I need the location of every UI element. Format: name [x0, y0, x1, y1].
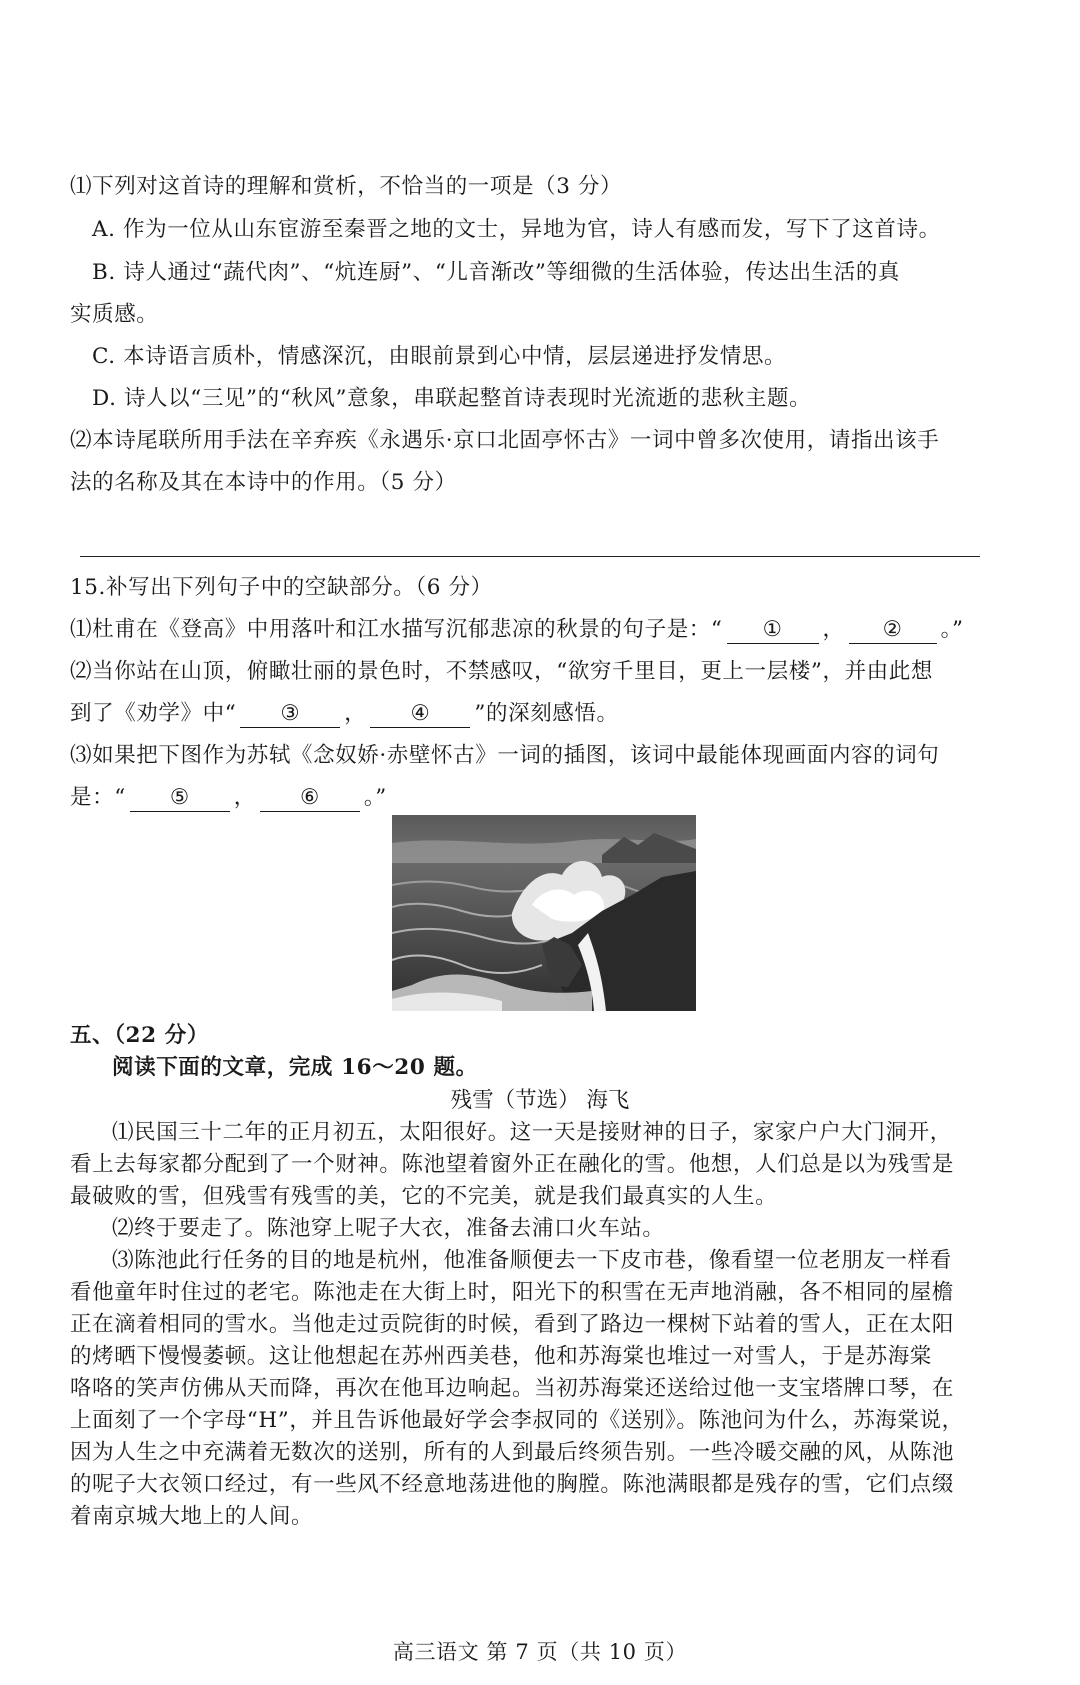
section-5-instruction: 阅读下面的文章，完成 16～20 题。 — [112, 1055, 478, 1080]
q15-item2-line2 — [70, 699, 619, 729]
article-paragraph-line: 看上去每家都分配到了一个财神。陈池望着窗外正在融化的雪。他想，人们总是以为残雪是 — [70, 1152, 955, 1177]
section-divider — [80, 556, 980, 557]
q15-item3-start: 是：“ — [70, 785, 126, 810]
article-paragraph-line: ⑶陈池此行任务的目的地是杭州，他准备顺便去一下皮市巷，像看望一位老朋友一样看 — [112, 1248, 952, 1273]
q15-item3-line1: ⑶如果把下图作为苏轼《念奴娇·赤壁怀古》一词的插图，该词中最能体现画面内容的词句 — [70, 743, 940, 768]
q15-item2-end: ”的深刻感悟。 — [474, 701, 619, 726]
q14-sub1-prompt: ⑴下列对这首诗的理解和赏析，不恰当的一项是（3 分） — [70, 174, 623, 199]
article-paragraph-line: 最破败的雪，但残雪有残雪的美，它的不完美，就是我们最真实的人生。 — [70, 1184, 778, 1209]
q15-item1-sep: ， — [822, 617, 845, 642]
q14-option-b-line1: B. 诗人通过“蔬代肉”、“炕连厨”、“儿音渐改”等细微的生活体验，传达出生活的真 — [92, 260, 901, 285]
article-paragraph-line: 看他童年时住过的老宅。陈池走在大街上时，阳光下的积雪在无声地消融，各不相同的屋檐 — [70, 1280, 955, 1305]
q14-option-b-line2: 实质感。 — [70, 302, 159, 327]
q14-sub2-prompt-line2: 法的名称及其在本诗中的作用。（5 分） — [70, 470, 457, 495]
q14-option-a: A. 作为一位从山东宦游至秦晋之地的文士，异地为官，诗人有感而发，写下了这首诗。 — [92, 217, 941, 242]
q15-item1-end: 。” — [940, 617, 964, 642]
q15-item3-line2 — [70, 783, 387, 813]
article-paragraph-line: 着南京城大地上的人间。 — [70, 1504, 314, 1529]
article-paragraph-line: 上面刻了一个字母“H”，并且告诉他最好学会李叔同的《送别》。陈池问为什么，苏海棠说， — [70, 1408, 964, 1433]
q14-option-c: C. 本诗语言质朴，情感深沉，由眼前景到心中情，层层递进抒发情思。 — [92, 344, 787, 369]
blank-3: ③ — [240, 701, 340, 728]
q15-item1-text: ⑴杜甫在《登高》中用落叶和江水描写沉郁悲凉的秋景的句子是：“ — [70, 617, 723, 642]
article-title: 残雪（节选） 海飞 — [450, 1088, 630, 1113]
q15-item2-line1: ⑵当你站在山顶，俯瞰壮丽的景色时，不禁感叹，“欲穷千里目，更上一层楼”，并由此想 — [70, 659, 933, 684]
q15-item2-start: 到了《劝学》中“ — [70, 701, 237, 726]
q15-item1 — [70, 615, 964, 645]
article-paragraph-line: 的烤晒下慢慢萎顿。这让他想起在苏州西美巷，他和苏海棠也堆过一对雪人，于是苏海棠 — [70, 1344, 932, 1369]
q14-sub2-prompt-line1: ⑵本诗尾联所用手法在辛弃疾《永遇乐·京口北固亭怀古》一词中曾多次使用，请指出该手 — [70, 428, 940, 453]
blank-1: ① — [727, 617, 819, 644]
blank-5: ⑤ — [130, 785, 230, 812]
q15-item3-end: 。” — [363, 785, 387, 810]
q15-title: 15.补写出下列句子中的空缺部分。（6 分） — [70, 575, 493, 600]
article-paragraph-line: 因为人生之中充满着无数次的送别，所有的人到最后终须告别。一些冷暖交融的风，从陈池 — [70, 1440, 955, 1465]
article-paragraph-line: 的呢子大衣领口经过，有一些风不经意地荡进他的胸膛。陈池满眼都是残存的雪，它们点缀 — [70, 1472, 955, 1497]
article-paragraph-line: ⑵终于要走了。陈池穿上呢子大衣，准备去浦口火车站。 — [112, 1216, 665, 1241]
blank-2: ② — [849, 617, 937, 644]
article-paragraph-line: 正在滴着相同的雪水。当他走过贡院街的时候，看到了路边一棵树下站着的雪人，正在太阳 — [70, 1312, 955, 1337]
q15-item2-sep: ， — [344, 701, 367, 726]
blank-6: ⑥ — [260, 785, 360, 812]
q15-item3-sep: ， — [233, 785, 256, 810]
q14-option-d: D. 诗人以“三见”的“秋风”意象，串联起整首诗表现时光流逝的悲秋主题。 — [92, 386, 812, 411]
page-footer: 高三语文 第 7 页（共 10 页） — [392, 1640, 688, 1664]
article-paragraph-line: ⑴民国三十二年的正月初五，太阳很好。这一天是接财神的日子，家家户户大门洞开， — [112, 1120, 952, 1145]
ink-wave-painting — [392, 815, 696, 1011]
blank-4: ④ — [370, 701, 470, 728]
article-paragraph-line: 咯咯的笑声仿佛从天而降，再次在他耳边响起。当初苏海棠还送给过他一支宝塔牌口琴，在 — [70, 1376, 955, 1401]
section-5-heading: 五、（22 分） — [70, 1023, 209, 1048]
